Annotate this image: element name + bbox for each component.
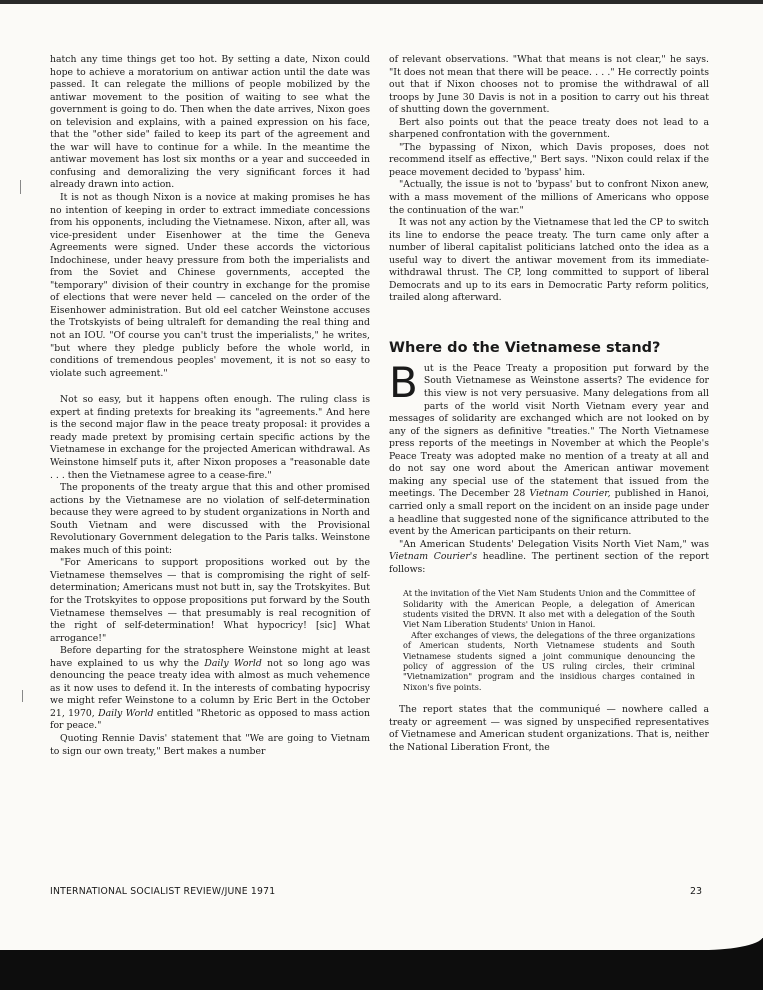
text-run: not so long ago was denouncing the peace treaty idea with almost as much vehemence as it now uses to defend it. In the interests of combating hypocrisy we might refer Weinstone to a column by Eric Bert in the October 21, 1970, (50, 657, 370, 719)
left-column (50, 54, 370, 758)
page-bottom-edge (0, 936, 763, 950)
quote-paragraph: At the invitation of the Viet Nam Students Union and the Committee of Solidarity with the American People, a delegation of American students visited the DRVN. It also met with a delegation of the South Viet Nam Liberation Students' Union in Hanoi. (403, 588, 695, 630)
quote-paragraph: After exchanges of views, the delegations of the three organizations of American students, North Vietnamese students and South Vietnamese students signed a joint communique denouncing the policy of aggression of the US ruling circles, their criminal "Vietnamization" program and the insidious charges contained in Nixon's five points. (403, 629, 695, 692)
paragraph: Bert also points out that the peace treaty does not lead to a sharpened confrontation with the government. (389, 116, 709, 141)
paragraph: Not so easy, but it happens often enough. The ruling class is expert at finding pretexts for breaking its "agreements." And here is the second major flaw in the peace treaty proposal: it provides a ready made pretext by promising certain specific actions by the Vietnamese in exchange for the projected American withdrawal. As Weinstone himself puts it, after Nixon proposes a "reasonable date . . . then the Vietnamese agree to a cease-fire." (50, 394, 370, 481)
page-number: 23 (690, 886, 703, 897)
block-quote (403, 588, 695, 692)
paragraph: It was not any action by the Vietnamese that led the CP to switch its line to endorse the peace treaty. The turn came only after a number of liberal capitalist politicians latched onto the idea as a useful way to divert the antiwar movement from its immediate-withdrawal thrust. The CP, long committed to support of liberal Democrats and up to its ears in Democratic Party reform politics, trailed along afterward. (389, 217, 709, 304)
text-run: Before departing for the stratosphere Weinstone might at least have explained to us why the (50, 645, 370, 669)
paragraph: "Actually, the issue is not to 'bypass' but to confront Nixon anew, with a mass movement of the millions of Americans who oppose the continuation of the war." (389, 179, 709, 216)
italic-title: Daily World (204, 657, 262, 669)
margin-mark (22, 690, 23, 702)
paragraph: "For Americans to support propositions worked out by the Vietnamese themselves — that is compromising the right of self-determination; Americans must not butt in, say the Trotskyites. But for the Trotskyites to oppose propositions put forward by the South Vietnamese themselves — that presumably is real recognition of the right of self-determination! What hypocricy! [sic] What arrogance!" (50, 557, 370, 644)
drop-cap: B (389, 357, 418, 407)
italic-title: Vietnam Courier, (529, 488, 611, 500)
paragraph: hatch any time things get too hot. By setting a date, Nixon could hope to achieve a moratorium on antiwar action until the date was passed. It can relegate the millions of people mobilized by the antiwar movement to the position of waiting to see what the government is going to do. Then when the date arrives, Nixon goes on television and explains, with a pained expression on his face, that the "other side" failed to keep its part of the agreement and the war will have to continue for a while. In the meantime the antiwar movement has lost six months or a year and succeeded in confusing and demoralizing the very significant forces it had already drawn into action. (50, 54, 370, 191)
paragraph: Quoting Rennie Davis' statement that "We are going to Vietnam to sign our own treaty," Bert makes a number (50, 732, 370, 757)
paragraph: of relevant observations. "What that means is not clear," he says. "It does not mean that there will be peace. . . ." He correctly points out that if Nixon chooses not to promise the withdrawal of all troops by June 30 Davis is not in a position to carry out his threat of shutting down the government. (389, 54, 709, 116)
text-run: entitled "Rhetoric as opposed to mass action for peace." (50, 707, 370, 732)
paragraph (389, 357, 709, 539)
paragraph (389, 539, 709, 577)
running-footer: INTERNATIONAL SOCIALIST REVIEW/JUNE 1971 (50, 886, 276, 897)
paragraph: It is not as though Nixon is a novice at making promises he has no intention of keeping in order to extract immediate concessions from his opponents, including the Vietnamese. Nixon, after all, was vice-president under Eisenhower at the time the Geneva Agreements were signed. Under these accords the victorious Indochinese, under heavy pressure from both the imperialists and from the Soviet and Chinese governments, accepted the "temporary" division of their country in exchange for the promise of elections that were never held — canceled on the order of the Eisenhower administration. But old eel catcher Weinstone accuses the Trotskyists of being ultraleft for demanding the real thing and not an IOU. "Of course you can't trust the imperialists," he writes, "but where they pledge publicly before the whole world, in conditions of tremendous peoples' movement, it is not so easy to violate such agreement." (50, 192, 370, 379)
text-run: headline. The pertinent section of the report follows: (389, 551, 709, 575)
section-heading: Where do the Vietnamese stand? (389, 339, 661, 356)
paragraph (50, 645, 370, 733)
italic-title: Vietnam Courier's (389, 551, 478, 563)
paragraph: "The bypassing of Nixon, which Davis proposes, does not recommend itself as effective," Bert says. "Nixon could relax if the peace movement decided to 'bypass' him. (389, 141, 709, 178)
right-column (389, 54, 709, 754)
italic-title: Daily World (98, 707, 154, 719)
margin-mark (20, 180, 21, 194)
text-run: published in Hanoi, carried only a small report on the incident on an inside page under a headline that suggested none of the significance attributed to the event by the American participants on their return. (389, 488, 709, 538)
text-run: "An American Students' Delegation Visits North Viet Nam," was (399, 538, 709, 550)
paragraph: The proponents of the treaty argue that this and other promised actions by the Vietnamese are no violation of self-determination because they were agreed to by student organizations in North and South Vietnam and were discussed with the Provisional Revolutionary Government delegation to the Paris talks. Weinstone makes much of this point: (50, 482, 370, 556)
paragraph: The report states that the communiqué — nowhere called a treaty or agreement — was signed by unspecified representatives of Vietnamese and American student organizations. That is, neither the National Liberation Front, the (389, 704, 709, 753)
top-edge-rule (0, 0, 763, 4)
text-run: ut is the Peace Treaty a proposition put forward by the South Vietnamese as Weinstone asserts? The evidence for this view is not very persuasive. Many delegations from all parts of the world visit North Vietnam every year and messages of solidarity are exchanged which are not looked on by any of the signers as definitive "treaties." The North Vietnamese press reports of the meetings in November at which the People's Peace Treaty was adopted make no mention of a treaty at all and do not say one word about the American antiwar movement making any special use of the statement that issued from the meetings. The December 28 (389, 362, 709, 500)
